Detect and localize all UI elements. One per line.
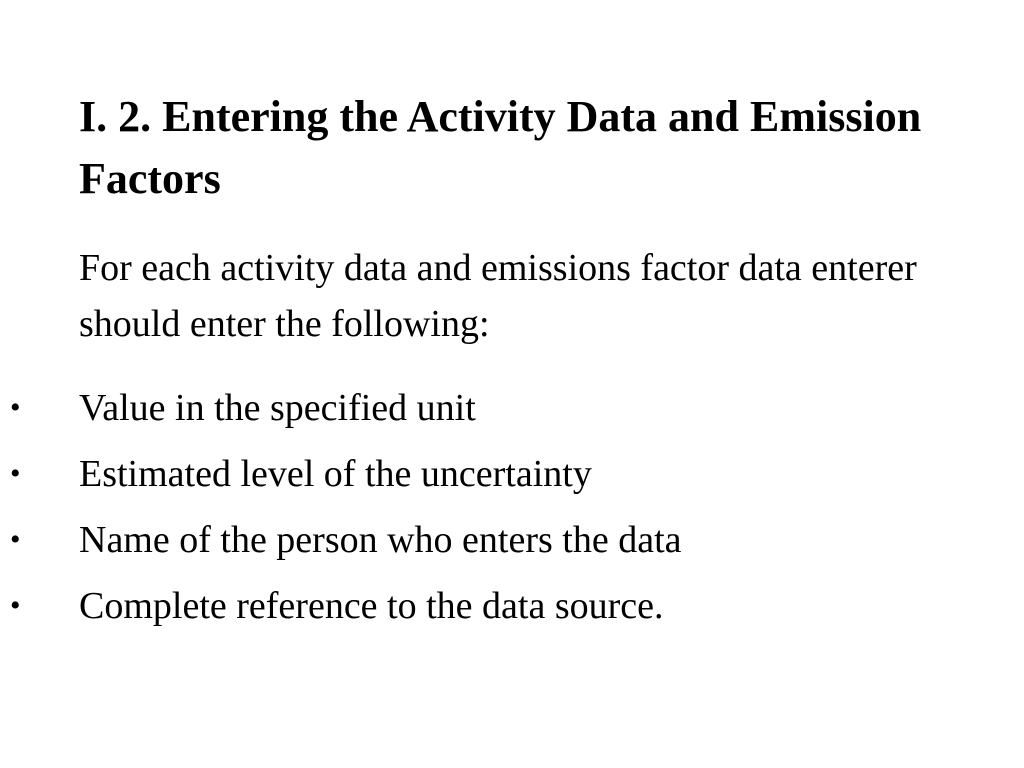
bullet-list — [0, 375, 1000, 639]
bullet-point-icon: • — [10, 589, 21, 622]
bullet-text: Name of the person who enters the data — [79, 519, 682, 561]
bullet-item — [0, 507, 1000, 573]
bullet-text: Estimated level of the uncertainty — [79, 453, 592, 495]
bullet-item — [0, 573, 1000, 639]
bullet-text: Complete reference to the data source. — [79, 585, 664, 627]
bullet-point-icon: • — [10, 391, 21, 424]
bullet-text: Value in the specified unit — [79, 387, 476, 429]
slide-title: I. 2. Entering the Activity Data and Emission Factors — [79, 92, 922, 203]
bullet-item — [0, 375, 1000, 441]
bullet-point-icon: • — [10, 457, 21, 490]
intro-paragraph: For each activity data and emissions factor data enterer should enter the following: — [79, 247, 917, 345]
bullet-point-icon: • — [10, 523, 21, 556]
bullet-item — [0, 441, 1000, 507]
